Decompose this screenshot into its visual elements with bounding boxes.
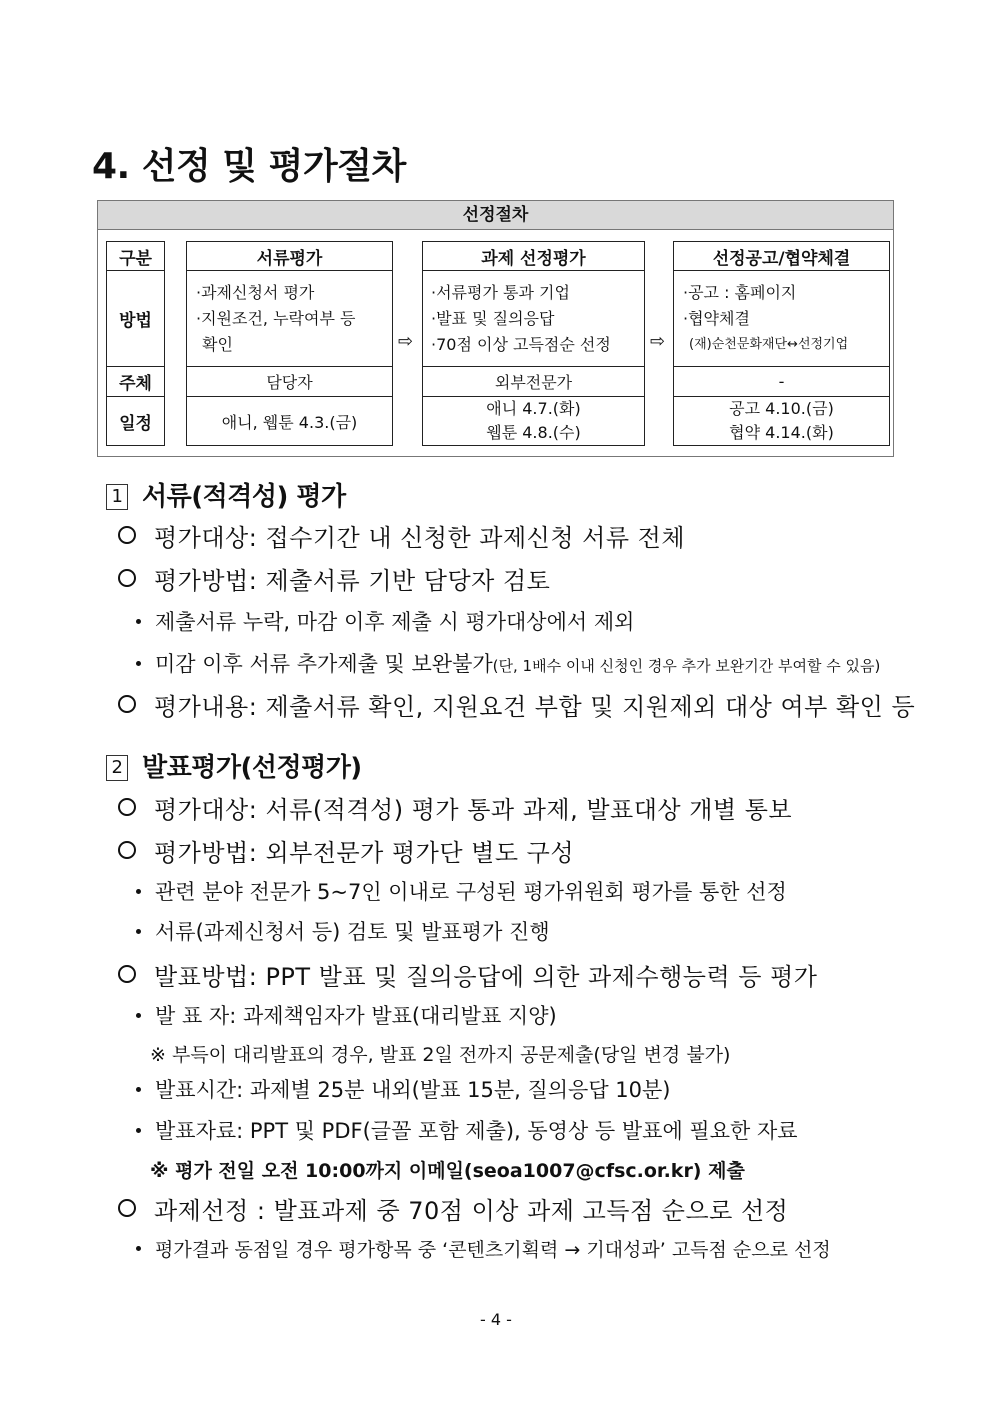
list-item: 발표시간: 과제별 25분 내외(발표 15분, 질의응답 10분) [136, 1074, 671, 1104]
step-3-method: ·공고 : 홈페이지 ·협약체결 (재)순천문화재단↔선정기업 [683, 283, 849, 352]
list-item: 미감 이후 서류 추가제출 및 보완불가(단, 1배수 이내 신청인 경우 추가 보완기간 부여할 수 있음) [136, 648, 880, 678]
row-label-category: 구분 [119, 248, 152, 269]
row-label-schedule: 일정 [119, 413, 152, 434]
list-item: 발표방법: PPT 발표 및 질의응답에 의한 과제수행능력 등 평가 [118, 957, 817, 992]
list-item: 발표자료: PPT 및 PDF(글꼴 포함 제출), 동영상 등 발표에 필요한 자료 [136, 1115, 798, 1145]
procedure-header: 선정절차 [98, 201, 893, 230]
list-item: 제출서류 누락, 마감 이후 제출 시 평가대상에서 제외 [136, 606, 634, 636]
step-2-method: ·서류평가 통과 기업 ·발표 및 질의응답 ·70점 이상 고득점순 선정 [431, 283, 611, 354]
list-item: 평가대상: 서류(적격성) 평가 통과 과제, 발표대상 개별 통보 [118, 790, 792, 825]
section-number: 1 [106, 484, 128, 510]
section-1-heading: 1 서류(적격성) 평가 [106, 476, 346, 513]
row-label-actor: 주체 [119, 373, 152, 394]
list-item: 평가대상: 접수기간 내 신청한 과제신청 서류 전체 [118, 518, 685, 553]
list-item: 평가방법: 외부전문가 평가단 별도 구성 [118, 833, 574, 868]
step-1-name: 서류평가 [256, 248, 323, 269]
section-2-heading: 2 발표평가(선정평가) [106, 747, 362, 784]
step-1-actor: 담당자 [266, 372, 313, 392]
step-2-actor: 외부전문가 [494, 372, 573, 392]
step-2-name: 과제 선정평가 [481, 248, 586, 269]
step-3-name: 선정공고/협약체결 [712, 248, 851, 269]
step-3-schedule: 공고 4.10.(금) 협약 4.14.(화) [729, 399, 834, 442]
step-3-actor: - [778, 371, 785, 391]
step-2-schedule: 애니 4.7.(화) 웹툰 4.8.(수) [486, 399, 581, 442]
step-1-schedule: 애니, 웹툰 4.3.(금) [221, 412, 358, 432]
list-item: 발 표 자: 과제책임자가 발표(대리발표 지양) [136, 1000, 557, 1030]
list-item: 관련 분야 전문가 5~7인 이내로 구성된 평가위원회 평가를 통한 선정 [136, 876, 787, 906]
note: ※ 부득이 대리발표의 경우, 발표 2일 전까지 공문제출(당일 변경 불가) [150, 1044, 731, 1066]
list-item: 평가내용: 제출서류 확인, 지원요건 부합 및 지원제외 대상 여부 확인 등 [118, 687, 915, 722]
arrow-right-icon: ⇨ [398, 331, 414, 352]
step-1-method: ·과제신청서 평가 ·지원조건, 누락여부 등 확인 [196, 283, 356, 354]
page-title: 4. 선정 및 평가절차 [92, 146, 406, 187]
list-item: 서류(과제신청서 등) 검토 및 발표평가 진행 [136, 916, 550, 946]
row-label-method: 방법 [119, 310, 152, 331]
section-number: 2 [106, 755, 128, 781]
list-item: 평가결과 동점일 경우 평가항목 중 ‘콘텐츠기획력 → 기대성과’ 고득점 순으로 선정 [136, 1235, 831, 1262]
arrow-right-icon: ⇨ [650, 331, 666, 352]
page-number: - 4 - [480, 1310, 512, 1329]
note: ※ 평가 전일 오전 10:00까지 이메일(seoa1007@cfsc.or.kr) 제출 [150, 1160, 745, 1182]
list-item: 평가방법: 제출서류 기반 담당자 검토 [118, 561, 550, 596]
list-item: 과제선정 : 발표과제 중 70점 이상 과제 고득점 순으로 선정 [118, 1191, 788, 1226]
